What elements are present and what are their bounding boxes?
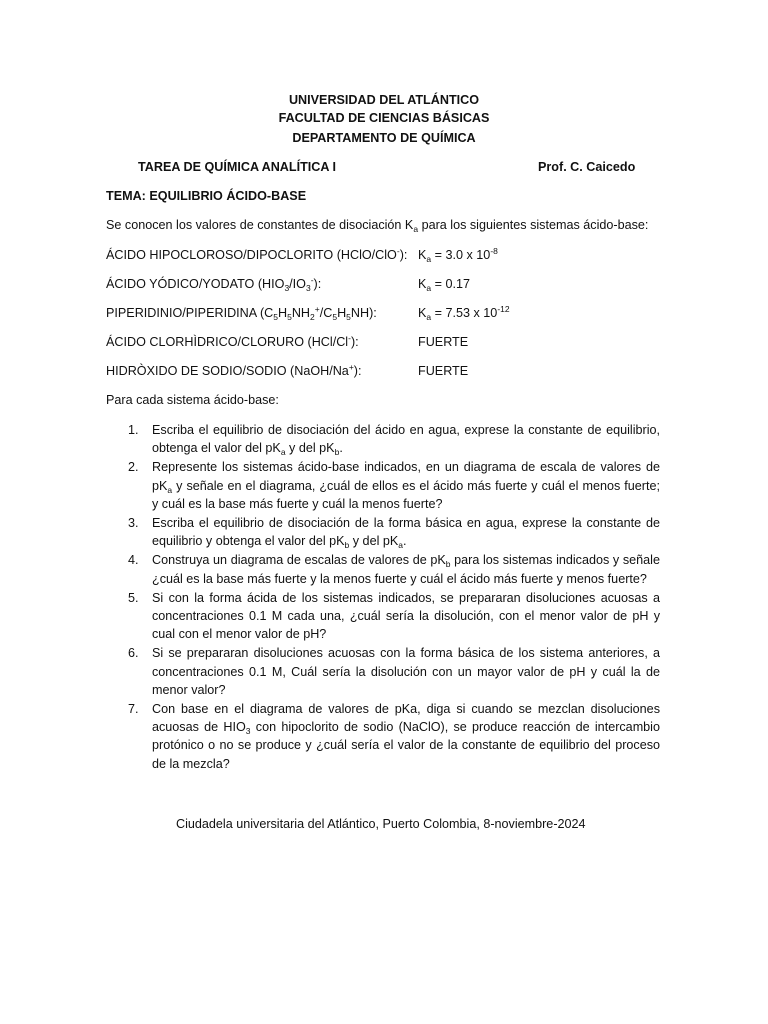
question-text: Represente los sistemas ácido-base indicados, en un diagrama de escala de valores de $pK_a$ y señale en el diagrama, ¿cuál de ellos es el ácido más fuerte y cuál el menos fuerte; y cuál es la base más fuerte y cuál la menos fuerte? — [152, 460, 660, 511]
system-value: $K_a = 3.0$ x $10^{-8}$ — [418, 246, 498, 264]
system-value: $K_a = 0.17$ — [418, 277, 471, 293]
system-name: PIPERIDINIO/PIPERIDINA $(C_5H_5NH_2^+/C_5H_5NH)$: — [106, 304, 377, 322]
list-item — [106, 700, 660, 773]
question-number: 7. — [128, 702, 139, 717]
faculty-heading: FACULTAD DE CIENCIAS BÁSICAS — [278, 111, 490, 125]
question-number: 5. — [128, 590, 139, 605]
question-text: Escriba el equilibrio de disociación del ácido en agua, exprese la constante de equilibrio, obtenga el valor del $pK_a$ y del $pK_b$. — [152, 423, 660, 458]
intro-subscript: a — [413, 224, 419, 234]
department-heading: DEPARTAMENTO DE QUÍMICA — [292, 131, 476, 145]
list-item — [106, 458, 660, 513]
intro-text-before: Se conocen los valores de constantes de disociación K — [106, 218, 414, 232]
question-number: 1. — [128, 423, 139, 437]
assignment-title: TAREA DE QUÍMICA ANALÍTICA I — [138, 160, 336, 174]
footer-location-date: Ciudadela universitaria del Atlántico, Puerto Colombia, 8-noviembre-2024 — [176, 817, 586, 831]
topic-heading: TEMA: EQUILIBRIO ÁCIDO-BASE — [106, 189, 307, 203]
question-number: 4. — [128, 553, 139, 568]
questions-list — [106, 421, 660, 774]
system-value: $K_a = 7.53$ x $10^{-12}$ — [418, 304, 510, 322]
question-text: Construya un diagrama de escalas de valores de $pK_b$ para los sistemas indicados y señale ¿cuál es la base más fuerte y la menos fuerte y cuál el ácido más fuerte y menos fuerte? — [152, 553, 660, 586]
list-item — [106, 551, 660, 587]
intro-text-after: para los siguientes sistemas ácido-base: — [418, 218, 649, 232]
university-heading: UNIVERSIDAD DEL ATLÁNTICO — [288, 93, 480, 107]
system-value: FUERTE — [418, 335, 469, 349]
questions-prompt: Para cada sistema ácido-base: — [106, 393, 279, 407]
question-text: Si se prepararan disoluciones acuosas con la forma básica de los sistema anteriores, a concentraciones 0.1 M, Cuál sería la disolución con un mayor valor de pH y cuál la de menor valor? — [152, 646, 660, 697]
system-value: FUERTE — [418, 364, 469, 378]
question-number: 3. — [128, 516, 139, 531]
question-text: Con base en el diagrama de valores de pKa, diga si cuando se mezclan disoluciones acuosas de $HIO_3$ con hipoclorito de sodio (NaClO), se produce reacción de intercambio protónico o no se produce y ¿cuál sería el valor de la constante de equilibrio del proceso de la mezcla? — [152, 702, 660, 771]
list-item — [106, 589, 660, 644]
list-item — [106, 421, 660, 457]
system-name: ÁCIDO YÓDICO/YODATO $(HIO_3/IO_3^-)$: — [106, 275, 322, 293]
system-name: HIDRÒXIDO DE SODIO/SODIO (NaOH/Na+): — [106, 362, 362, 378]
question-number: 6. — [128, 646, 139, 661]
system-name: ÁCIDO HIPOCLOROSO/DIPOCLORITO (HClO/ClO-): — [106, 246, 408, 262]
intro-paragraph — [106, 218, 648, 232]
list-item — [106, 644, 660, 699]
system-name: ÁCIDO CLORHÌDRICO/CLORURO (HCl/Cl-): — [106, 333, 359, 349]
list-item — [106, 514, 660, 550]
professor-name: Prof. C. Caicedo — [538, 160, 636, 174]
question-text: Escriba el equilibrio de disociación de la forma básica en agua, exprese la constante de equilibrio y obtenga el valor del $pK_b$ y del $pK_a$. — [152, 516, 660, 551]
question-text: Si con la forma ácida de los sistemas indicados, se prepararan disoluciones acuosas a concentraciones 0.1 M cada una, ¿cuál sería la disolución, con el menor valor de pH y cual con el menor valor de pH? — [152, 590, 660, 642]
question-number: 2. — [128, 460, 139, 475]
